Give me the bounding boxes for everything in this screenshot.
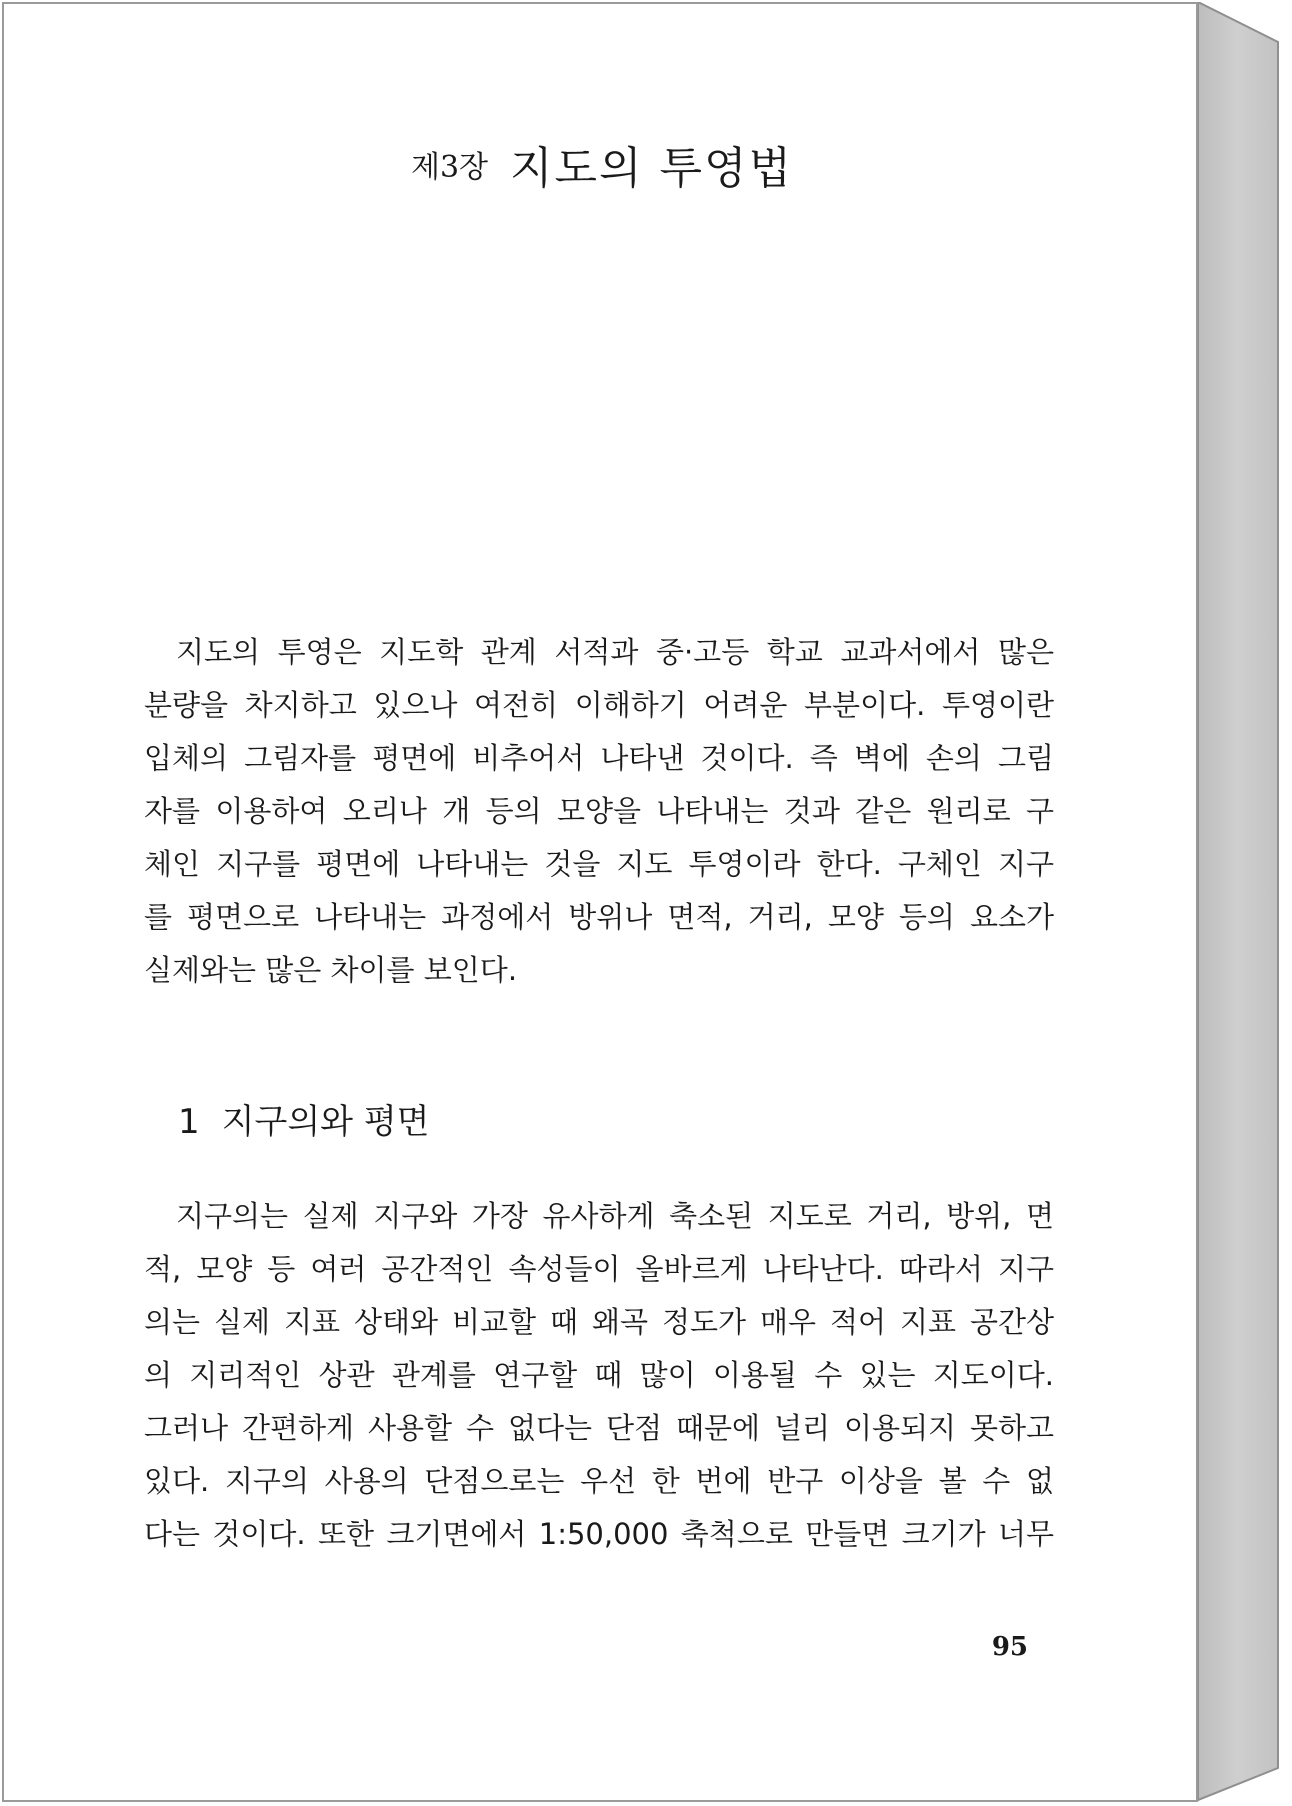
paragraph-line: 지도의 투영은 지도학 관계 서적과 중·고등 학교 교과서에서 많은 (176, 635, 1054, 669)
section-title: 지구의와 평면 (221, 1102, 430, 1142)
chapter-number: 제3장 (410, 150, 489, 185)
paragraph-line: 있다. 지구의 사용의 단점으로는 우선 한 번에 반구 이상을 볼 수 없 (144, 1464, 1054, 1498)
paragraph-line: 자를 이용하여 오리나 개 등의 모양을 나타내는 것과 같은 원리로 구 (144, 794, 1054, 828)
paragraph-line: 다는 것이다. 또한 크기면에서 1:50,000 축척으로 만들면 크기가 너무 (144, 1517, 1054, 1551)
paragraph-line: 지구의는 실제 지구와 가장 유사하게 축소된 지도로 거리, 방위, 면 (176, 1199, 1054, 1233)
chapter-title: 지도의 투영법 (510, 143, 794, 194)
paragraph-line: 실제와는 많은 차이를 보인다. (144, 953, 518, 987)
chapter-heading (4, 132, 1200, 196)
book-edge (1198, 2, 1288, 1802)
book-page (2, 2, 1198, 1802)
section-heading (178, 1094, 430, 1143)
page-number: 95 (991, 1632, 1028, 1662)
paragraph-line: 적, 모양 등 여러 공간적인 속성들이 올바르게 나타난다. 따라서 지구 (144, 1252, 1054, 1286)
paragraph-line: 분량을 차지하고 있으나 여전히 이해하기 어려운 부분이다. 투영이란 (144, 688, 1054, 722)
paragraph-line: 그러나 간편하게 사용할 수 없다는 단점 때문에 널리 이용되지 못하고 (144, 1411, 1054, 1445)
paragraph-line: 입체의 그림자를 평면에 비추어서 나타낸 것이다. 즉 벽에 손의 그림 (144, 741, 1054, 775)
intro-paragraph (144, 626, 1054, 997)
section-number: 1 (178, 1102, 200, 1142)
paragraph-line: 를 평면으로 나타내는 과정에서 방위나 면적, 거리, 모양 등의 요소가 (144, 900, 1054, 934)
paragraph-line: 의는 실제 지표 상태와 비교할 때 왜곡 정도가 매우 적어 지표 공간상 (144, 1305, 1054, 1339)
globe-paragraph (144, 1190, 1054, 1561)
paragraph-line: 체인 지구를 평면에 나타내는 것을 지도 투영이라 한다. 구체인 지구 (144, 847, 1054, 881)
paragraph-line: 의 지리적인 상관 관계를 연구할 때 많이 이용될 수 있는 지도이다. (144, 1358, 1054, 1392)
